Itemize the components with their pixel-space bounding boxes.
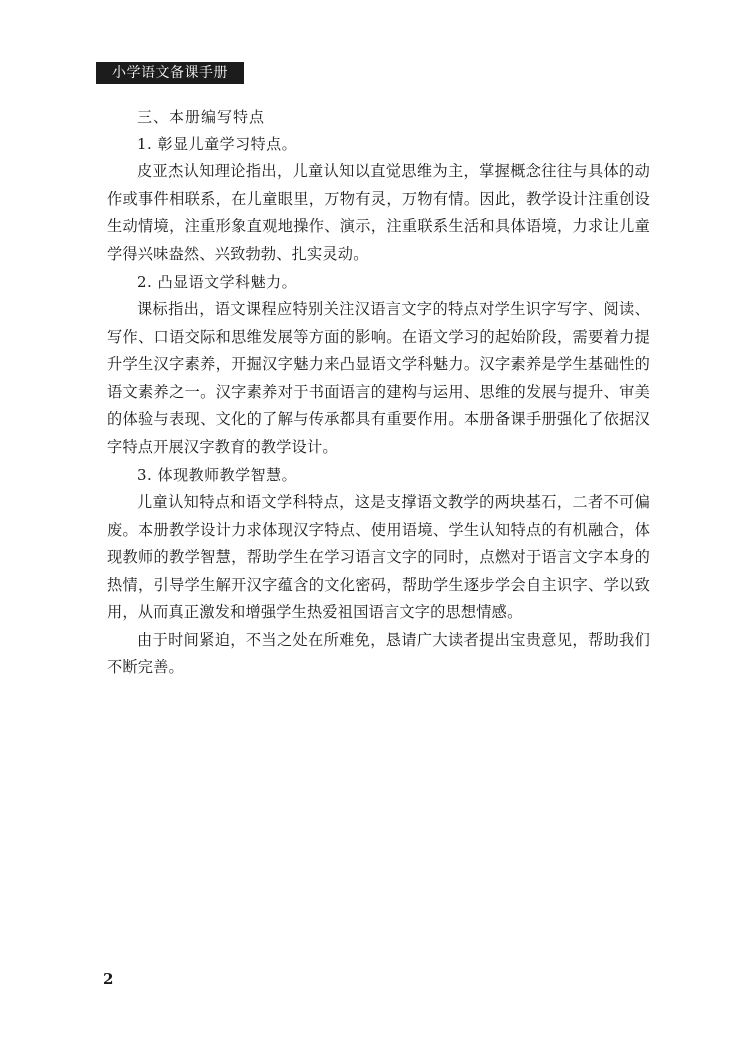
point-3-paragraph: 儿童认知特点和语文学科特点，这是支撑语文教学的两块基石，二者不可偏废。本册教学设计力求体现汉字特点、使用语境、学生认知特点的有机融合，体现教师的教学智慧，帮助学生在学习语言文字的同时，点燃对于语言文字本身的热情，引导学生解开汉字蕴含的文化密码，帮助学生逐步学会自主识字、学以致用，从而真正激发和增强学生热爱祖国语言文字的思想情感。	[107, 493, 650, 621]
closing-paragraph: 由于时间紧迫，不当之处在所难免，恳请广大读者提出宝贵意见，帮助我们不断完善。	[107, 630, 650, 676]
page-number: 2	[103, 970, 114, 988]
point-1-paragraph: 皮亚杰认知理论指出，儿童认知以直觉思维为主，掌握概念往往与具体的动作或事件相联系，在儿童眼里，万物有灵，万物有情。因此，教学设计注重创设生动情境，注重形象直观地操作、演示，注重联系生活和具体语境，力求让儿童学得兴味盎然、兴致勃勃、扎实灵动。	[107, 162, 650, 263]
running-header-tag: 小学语文备课手册	[96, 62, 244, 84]
point-1-title: 1. 彰显儿童学习特点。	[137, 135, 298, 153]
section-title: 三、本册编写特点	[137, 108, 266, 126]
point-2-title: 2. 凸显语文学科魅力。	[137, 273, 298, 291]
point-3-title: 3. 体现教师教学智慧。	[137, 466, 298, 484]
point-2-paragraph: 课标指出，语文课程应特别关注汉语言文字的特点对学生识字写字、阅读、写作、口语交际和思维发展等方面的影响。在语文学习的起始阶段，需要着力提升学生汉字素养，开掘汉字魅力来凸显语文学科魅力。汉字素养是学生基础性的语文素养之一。汉字素养对于书面语言的建构与运用、思维的发展与提升、审美的体验与表现、文化的了解与传承都具有重要作用。本册备课手册强化了依据汉字特点开展汉字教育的教学设计。	[107, 300, 650, 456]
page-content	[107, 104, 650, 682]
